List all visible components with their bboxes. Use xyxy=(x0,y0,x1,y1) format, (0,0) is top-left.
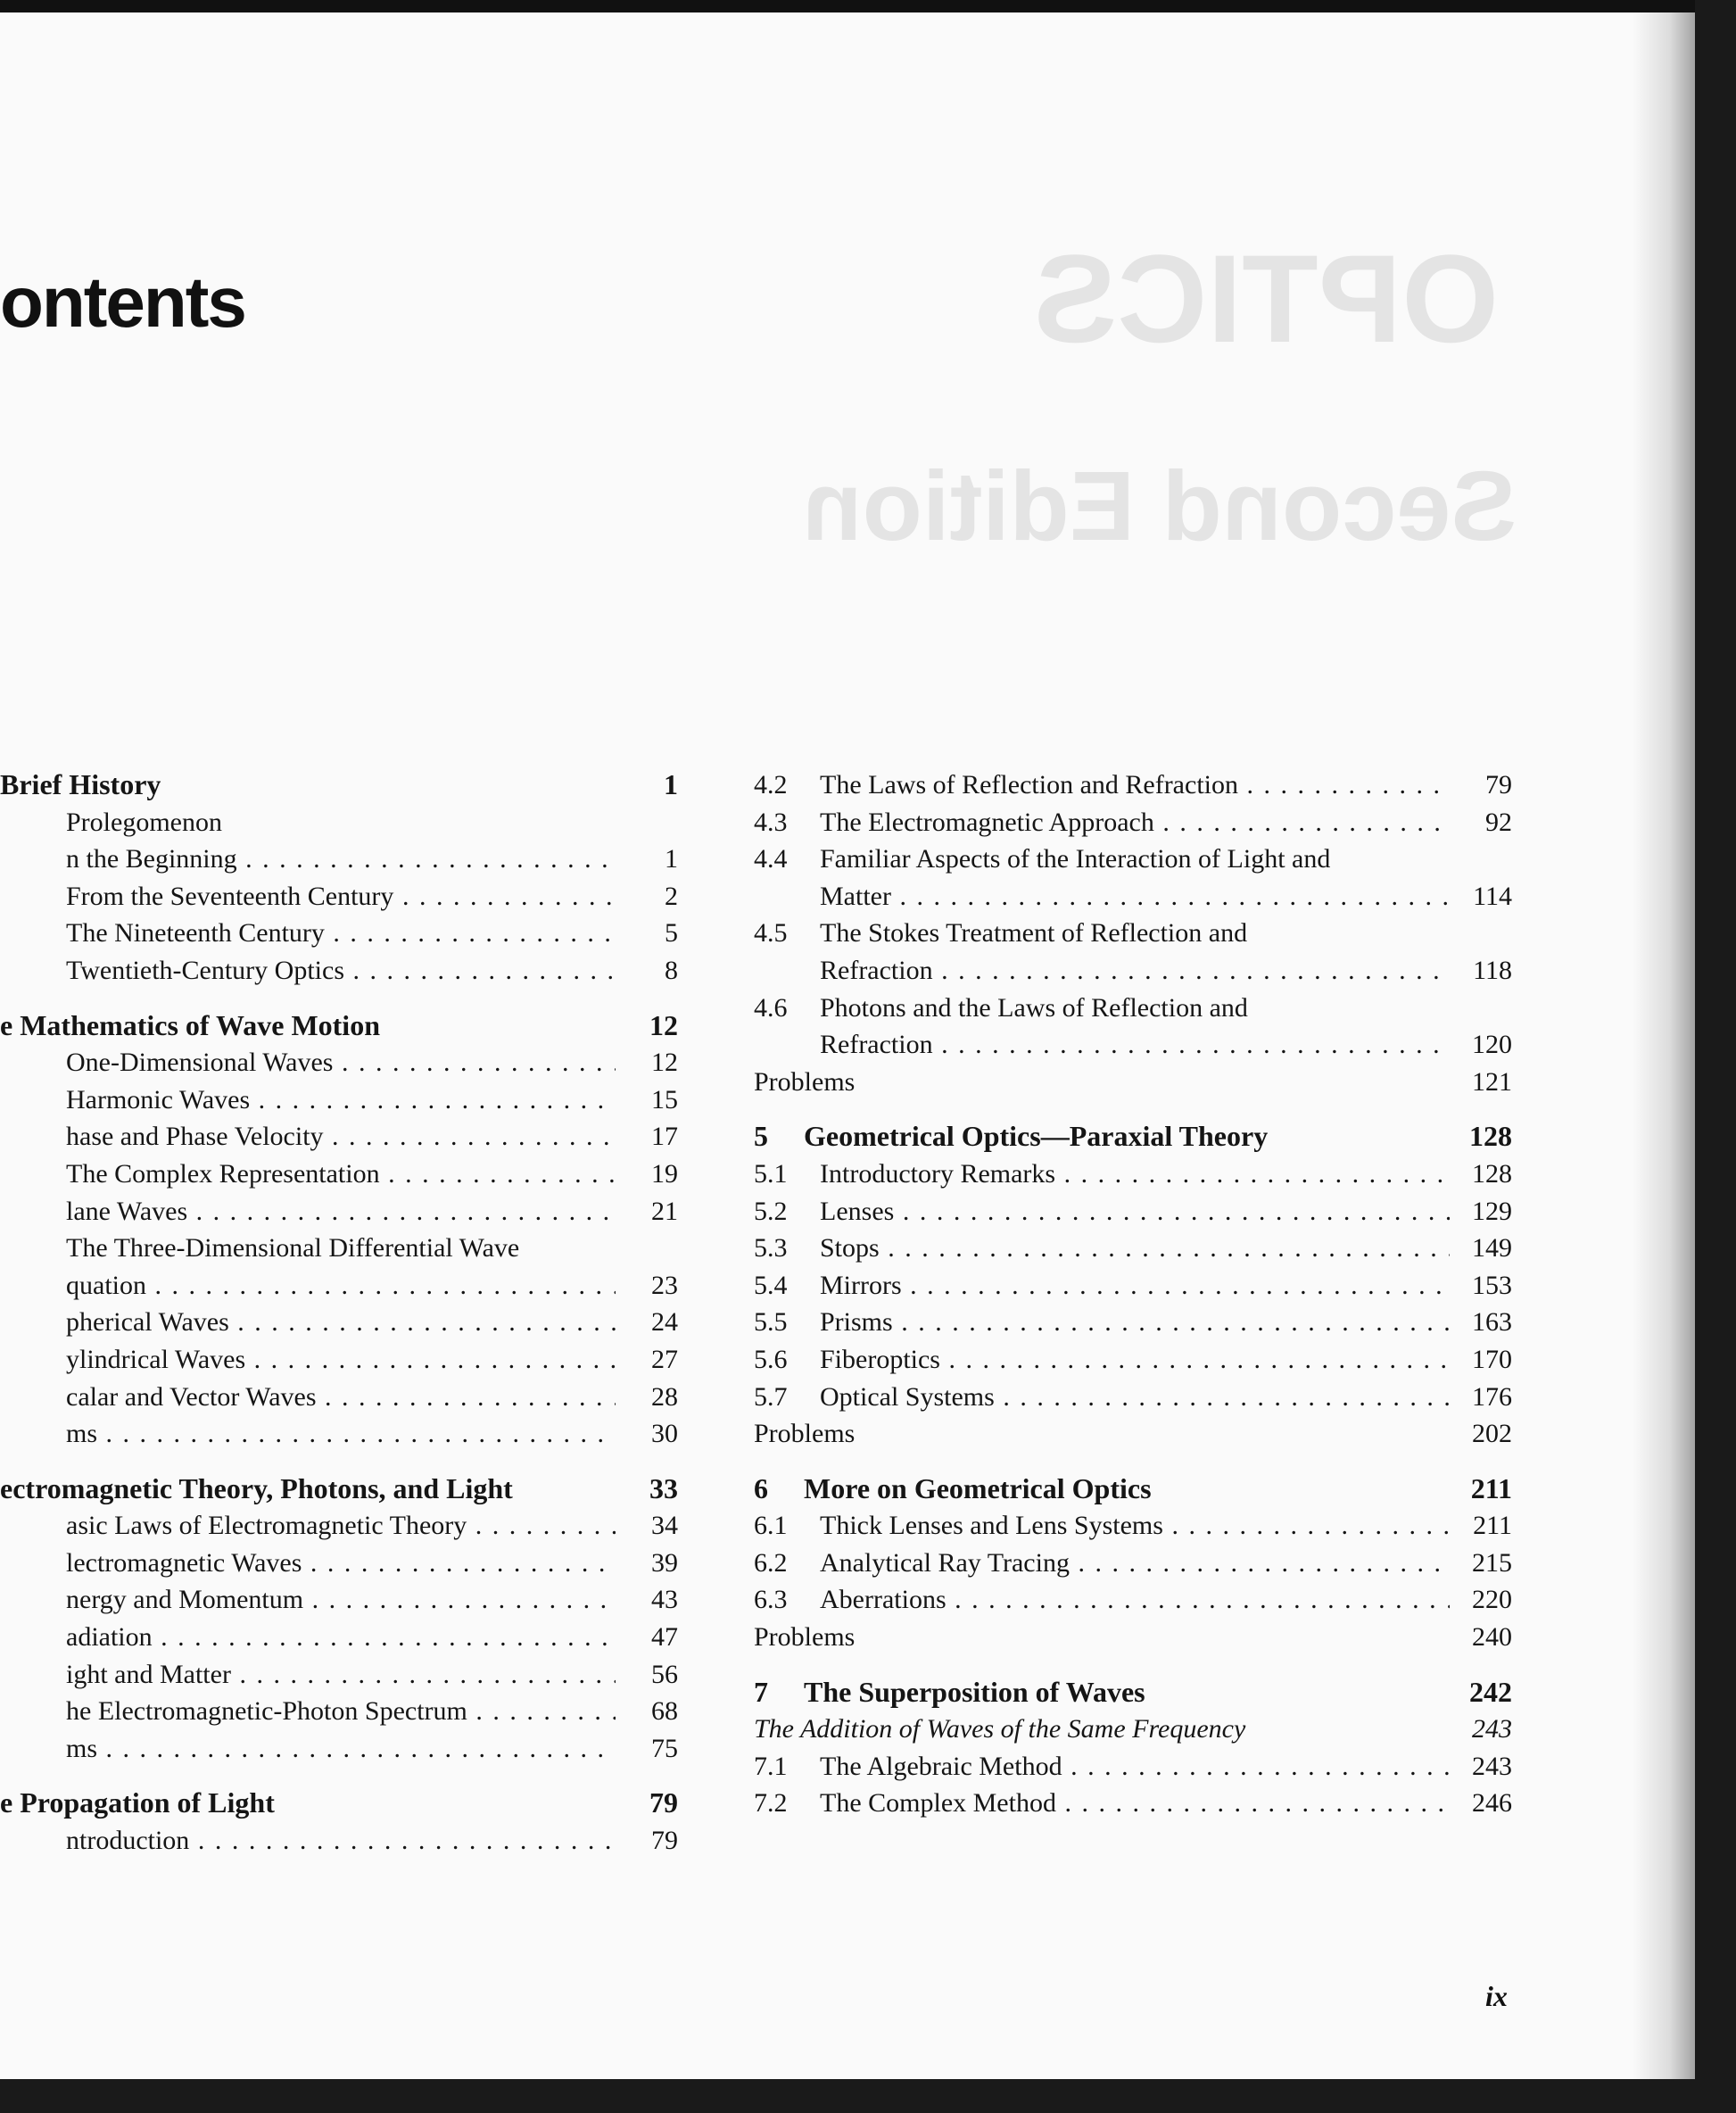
leader-dots xyxy=(880,1233,1450,1263)
toc-entry-title xyxy=(66,1193,616,1231)
leader-dots xyxy=(333,1048,616,1077)
page-number: ix xyxy=(1485,1980,1508,2012)
toc-entry-number: 4.6 xyxy=(754,992,788,1023)
toc-entry-page: 129 xyxy=(1472,1196,1512,1226)
toc-chapter-entry[interactable] xyxy=(754,1674,1512,1711)
toc-entry-title xyxy=(820,1026,1450,1064)
toc-section-entry[interactable] xyxy=(754,952,1512,990)
leader-dots xyxy=(97,1734,616,1763)
leader-dots xyxy=(237,844,616,874)
leader-dots xyxy=(393,882,616,911)
toc-entry-title-text: hase and Phase Velocity xyxy=(66,1122,324,1152)
leader-dots xyxy=(380,1159,616,1189)
toc-entry-page: 176 xyxy=(1472,1381,1512,1412)
toc-entry-title xyxy=(820,1193,1450,1231)
toc-chapter-entry[interactable] xyxy=(0,1785,678,1822)
toc-entry-title xyxy=(0,1471,616,1508)
toc-entry-page: 114 xyxy=(1473,881,1512,911)
leader-dots xyxy=(1062,1752,1450,1781)
toc-section-entry[interactable] xyxy=(0,1044,678,1081)
toc-entry-title xyxy=(66,1730,616,1768)
toc-section-entry[interactable] xyxy=(754,1785,1512,1822)
leader-dots xyxy=(189,1826,616,1855)
toc-entry-title-text: Problems xyxy=(754,1066,856,1097)
toc-entry-title-text: The Electromagnetic Approach xyxy=(820,807,1154,837)
toc-entry-title xyxy=(820,1156,1450,1193)
toc-entry-title xyxy=(66,915,616,952)
toc-entry-number: 5.4 xyxy=(754,1270,788,1300)
toc-entry-title xyxy=(820,952,1450,990)
leader-dots xyxy=(1238,770,1450,800)
toc-entry-title-text: lectromagnetic Waves xyxy=(66,1547,302,1578)
toc-entry-number: 4.2 xyxy=(754,770,788,800)
leader-dots xyxy=(1070,1548,1450,1578)
toc-entry-number: 5 xyxy=(754,1120,768,1153)
toc-entry-title xyxy=(820,1267,1450,1305)
toc-entry-title xyxy=(66,1304,616,1341)
toc-entry-number: 4.3 xyxy=(754,807,788,837)
toc-entry-title-text: Geometrical Optics—Paraxial Theory xyxy=(804,1120,1269,1153)
toc-entry-title-text: Analytical Ray Tracing xyxy=(820,1547,1070,1578)
toc-chapter-entry[interactable] xyxy=(0,1007,678,1045)
toc-section-entry[interactable] xyxy=(754,1545,1512,1582)
toc-entry-title xyxy=(820,1341,1450,1379)
toc-entry-page: 12 xyxy=(649,1008,678,1041)
toc-section-entry[interactable] xyxy=(754,1267,1512,1305)
toc-entry-title xyxy=(0,1785,616,1822)
leader-dots xyxy=(894,1197,1450,1226)
toc-entry-title xyxy=(754,1415,1450,1453)
toc-entry-page: 27 xyxy=(651,1344,678,1374)
toc-entry-title-text: e Mathematics of Wave Motion xyxy=(0,1008,380,1041)
toc-entry-title xyxy=(820,1581,1450,1619)
leader-dots xyxy=(1154,808,1450,837)
leader-dots xyxy=(250,1085,616,1115)
toc-entry-title xyxy=(66,1545,616,1582)
toc-entry-page: 8 xyxy=(665,955,678,985)
toc-entry-page: 47 xyxy=(651,1622,678,1653)
toc-entry-title-text: Photons and the Laws of Reflection and xyxy=(820,992,1248,1023)
toc-section-entry[interactable] xyxy=(0,1507,678,1545)
toc-entry-title xyxy=(0,766,616,804)
toc-section-entry[interactable] xyxy=(0,804,678,841)
toc-entry-page: 118 xyxy=(1473,955,1512,985)
toc-section-entry[interactable] xyxy=(754,766,1512,804)
toc-entry-title-text: The Algebraic Method xyxy=(820,1751,1062,1781)
toc-entry-title-text: Prisms xyxy=(820,1307,893,1338)
toc-entry-page: 220 xyxy=(1472,1585,1512,1615)
toc-entry-title-text: adiation xyxy=(66,1622,153,1653)
toc-entry-number: 4.5 xyxy=(754,918,788,949)
toc-entry-number: 6.2 xyxy=(754,1547,788,1578)
chapter-gap xyxy=(754,1656,1512,1674)
toc-entry-title xyxy=(820,1507,1450,1545)
toc-entry-title-text: calar and Vector Waves xyxy=(66,1381,317,1412)
leader-dots xyxy=(325,918,616,948)
toc-section-entry[interactable] xyxy=(754,1064,1512,1101)
chapter-gap xyxy=(0,1453,678,1471)
toc-entry-title-text: The Complex Method xyxy=(820,1788,1056,1819)
toc-entry-title xyxy=(820,1785,1450,1822)
toc-entry-title-text: nergy and Momentum xyxy=(66,1585,304,1615)
toc-entry-title xyxy=(804,1118,1450,1156)
leader-dots xyxy=(231,1660,616,1689)
toc-entry-number: 5.1 xyxy=(754,1158,788,1189)
toc-entry-number: 5.7 xyxy=(754,1381,788,1412)
toc-entry-title-text: Thick Lenses and Lens Systems xyxy=(820,1511,1163,1541)
toc-entry-title-text: The Stokes Treatment of Reflection and xyxy=(820,918,1248,949)
toc-section-entry[interactable] xyxy=(754,1415,1512,1453)
toc-section-entry[interactable] xyxy=(0,1822,678,1860)
toc-entry-number: 5.3 xyxy=(754,1233,788,1264)
toc-chapter-entry[interactable] xyxy=(0,1471,678,1508)
toc-entry-page: 79 xyxy=(1485,770,1512,800)
toc-section-entry[interactable] xyxy=(0,1415,678,1453)
toc-entry-title xyxy=(820,990,1450,1027)
toc-entry-title xyxy=(66,1415,616,1453)
toc-entry-page: 2 xyxy=(665,881,678,911)
toc-entry-number: 7.1 xyxy=(754,1751,788,1781)
toc-entry-title-text: The Three-Dimensional Differential Wave xyxy=(66,1233,520,1264)
toc-section-entry[interactable] xyxy=(754,1379,1512,1416)
toc-entry-page: 211 xyxy=(1470,1471,1512,1504)
toc-entry-page: 243 xyxy=(1472,1751,1512,1781)
toc-entry-title-text: The Complex Representation xyxy=(66,1158,380,1189)
toc-section-entry[interactable] xyxy=(0,1730,678,1768)
toc-entry-title-text: Lenses xyxy=(820,1196,895,1226)
toc-section-entry[interactable] xyxy=(0,1304,678,1341)
toc-entry-page: 34 xyxy=(651,1511,678,1541)
toc-section-entry[interactable] xyxy=(754,1156,1512,1193)
toc-entry-page: 15 xyxy=(651,1084,678,1115)
toc-entry-page: 149 xyxy=(1472,1233,1512,1264)
toc-entry-title xyxy=(66,1341,616,1379)
toc-entry-number: 5.5 xyxy=(754,1307,788,1338)
leader-dots xyxy=(933,956,1450,985)
toc-entry-title xyxy=(66,878,616,916)
toc-section-entry[interactable] xyxy=(754,1748,1512,1786)
toc-section-entry[interactable] xyxy=(754,1341,1512,1379)
toc-entry-number: 6.1 xyxy=(754,1511,788,1541)
toc-entry-title-text: quation xyxy=(66,1270,146,1300)
toc-section-entry[interactable] xyxy=(0,1267,678,1305)
leader-dots xyxy=(1055,1159,1450,1189)
toc-left-list xyxy=(0,766,678,1860)
toc-section-entry[interactable] xyxy=(0,1581,678,1619)
toc-entry-title-text: ight and Matter xyxy=(66,1659,231,1689)
toc-section-entry[interactable] xyxy=(0,1341,678,1379)
leader-dots xyxy=(245,1345,616,1374)
toc-entry-number: 7 xyxy=(754,1675,768,1708)
toc-section-entry[interactable] xyxy=(754,1193,1512,1231)
leader-dots xyxy=(467,1511,616,1540)
leader-dots xyxy=(229,1307,616,1337)
toc-entry-page: 56 xyxy=(651,1659,678,1689)
toc-entry-title xyxy=(754,1064,1450,1101)
leader-dots xyxy=(146,1271,616,1300)
toc-entry-title xyxy=(66,1619,616,1656)
toc-entry-page: 75 xyxy=(651,1733,678,1763)
chapter-gap xyxy=(754,1100,1512,1118)
toc-right-column xyxy=(754,766,1512,1822)
toc-left-column xyxy=(0,766,678,1860)
toc-entry-title-text: Prolegomenon xyxy=(66,807,222,837)
toc-entry-page: 121 xyxy=(1472,1066,1512,1097)
leader-dots xyxy=(947,1585,1450,1614)
toc-entry-page: 23 xyxy=(651,1270,678,1300)
toc-entry-title xyxy=(820,1230,1450,1267)
toc-entry-title-text: Optical Systems xyxy=(820,1381,995,1412)
toc-entry-title xyxy=(66,1156,616,1193)
leader-dots xyxy=(902,1271,1450,1300)
toc-entry-title-text: asic Laws of Electromagnetic Theory xyxy=(66,1511,467,1541)
toc-entry-title-text: The Addition of Waves of the Same Frequency xyxy=(754,1714,1246,1744)
leader-dots xyxy=(1056,1788,1450,1818)
toc-entry-number: 6 xyxy=(754,1471,768,1504)
toc-entry-title-text: Refraction xyxy=(820,955,933,985)
toc-section-entry[interactable] xyxy=(754,878,1512,916)
toc-entry-title-text: ms xyxy=(66,1733,98,1763)
toc-entry-title-text: ectromagnetic Theory, Photons, and Light xyxy=(0,1471,513,1504)
toc-entry-page: 202 xyxy=(1472,1419,1512,1449)
ghost-subtitle: Second Edition xyxy=(802,452,1517,561)
toc-entry-title-text: e Propagation of Light xyxy=(0,1786,275,1819)
toc-section-entry[interactable] xyxy=(0,1379,678,1416)
toc-entry-title xyxy=(0,1007,616,1045)
toc-entry-title xyxy=(66,1081,616,1119)
toc-entry-page: 120 xyxy=(1472,1030,1512,1060)
leader-dots xyxy=(1163,1511,1450,1540)
toc-entry-title xyxy=(820,766,1450,804)
toc-entry-title-text: ntroduction xyxy=(66,1826,190,1856)
toc-entry-page: 5 xyxy=(665,918,678,949)
toc-entry-title-text: pherical Waves xyxy=(66,1307,229,1338)
toc-entry-title xyxy=(66,1507,616,1545)
toc-entry-title xyxy=(66,1379,616,1416)
toc-section-entry[interactable] xyxy=(754,1619,1512,1656)
toc-entry-title xyxy=(820,878,1450,916)
toc-entry-title xyxy=(66,804,616,841)
leader-dots xyxy=(303,1585,616,1614)
toc-entry-title-text: One-Dimensional Waves xyxy=(66,1048,334,1078)
toc-entry-title-text: Refraction xyxy=(820,1030,933,1060)
leader-dots xyxy=(995,1382,1450,1412)
leader-dots xyxy=(187,1197,616,1226)
toc-entry-title xyxy=(66,1044,616,1081)
toc-section-entry[interactable] xyxy=(0,1545,678,1582)
chapter-gap xyxy=(0,990,678,1007)
toc-entry-title xyxy=(754,1711,1450,1748)
toc-section-entry[interactable] xyxy=(754,841,1512,878)
toc-entry-title-text: From the Seventeenth Century xyxy=(66,881,394,911)
toc-entry-title-text: Matter xyxy=(820,881,891,911)
toc-entry-page: 163 xyxy=(1472,1307,1512,1338)
toc-entry-number: 4.4 xyxy=(754,844,788,874)
toc-entry-page: 242 xyxy=(1469,1675,1512,1708)
toc-entry-title xyxy=(66,1267,616,1305)
toc-entry-title xyxy=(66,1581,616,1619)
toc-section-entry[interactable] xyxy=(0,1081,678,1119)
toc-entry-number: 7.2 xyxy=(754,1788,788,1819)
toc-entry-title xyxy=(66,1822,616,1860)
toc-entry-title-text: Harmonic Waves xyxy=(66,1084,251,1115)
toc-entry-number: 6.3 xyxy=(754,1585,788,1615)
toc-entry-title-text: The Superposition of Waves xyxy=(804,1675,1145,1708)
toc-entry-page: 68 xyxy=(651,1696,678,1727)
toc-section-entry[interactable] xyxy=(754,1230,1512,1267)
toc-entry-page: 1 xyxy=(665,844,678,874)
toc-entry-page: 240 xyxy=(1472,1622,1512,1653)
toc-section-entry[interactable] xyxy=(754,1507,1512,1545)
toc-entry-number: 5.6 xyxy=(754,1344,788,1374)
leader-dots xyxy=(153,1622,616,1652)
toc-entry-title xyxy=(820,1304,1450,1341)
toc-entry-title xyxy=(820,915,1450,952)
toc-entry-title-text: Introductory Remarks xyxy=(820,1158,1056,1189)
toc-section-entry[interactable] xyxy=(754,1026,1512,1064)
toc-entry-page: 128 xyxy=(1469,1120,1512,1153)
leader-dots xyxy=(97,1419,616,1448)
toc-section-entry[interactable] xyxy=(0,1693,678,1730)
toc-entry-title xyxy=(66,952,616,990)
leader-dots xyxy=(891,882,1450,911)
toc-section-entry[interactable] xyxy=(0,1118,678,1156)
toc-entry-title-text: Problems xyxy=(754,1419,856,1449)
toc-entry-page: 1 xyxy=(664,768,678,800)
ghost-title: OPTICS xyxy=(1033,228,1499,369)
toc-entry-page: 39 xyxy=(651,1547,678,1578)
toc-section-entry[interactable] xyxy=(754,1711,1512,1748)
leader-dots xyxy=(344,956,616,985)
leader-dots xyxy=(933,1030,1450,1059)
toc-entry-title xyxy=(66,1693,616,1730)
toc-entry-number: 5.2 xyxy=(754,1196,788,1226)
toc-entry-page: 170 xyxy=(1472,1344,1512,1374)
toc-entry-page: 246 xyxy=(1472,1788,1512,1819)
toc-entry-title xyxy=(66,1656,616,1694)
toc-section-entry[interactable] xyxy=(754,804,1512,841)
toc-entry-title xyxy=(66,1118,616,1156)
toc-section-entry[interactable] xyxy=(754,1581,1512,1619)
toc-section-entry[interactable] xyxy=(0,952,678,990)
toc-entry-title-text: Stops xyxy=(820,1233,880,1264)
toc-entry-page: 19 xyxy=(651,1158,678,1189)
toc-entry-title xyxy=(820,1748,1450,1786)
toc-entry-page: 21 xyxy=(651,1196,678,1226)
toc-section-entry[interactable] xyxy=(754,990,1512,1027)
toc-entry-title xyxy=(820,1545,1450,1582)
toc-entry-title xyxy=(820,1379,1450,1416)
toc-entry-title-text: Brief History xyxy=(0,768,161,800)
toc-entry-page: 12 xyxy=(651,1048,678,1078)
toc-entry-page: 92 xyxy=(1485,807,1512,837)
toc-entry-title-text: Fiberoptics xyxy=(820,1344,940,1374)
toc-entry-page: 30 xyxy=(651,1419,678,1449)
toc-entry-title xyxy=(66,841,616,878)
leader-dots xyxy=(317,1382,616,1412)
toc-entry-title-text: Mirrors xyxy=(820,1270,902,1300)
toc-entry-title-text: More on Geometrical Optics xyxy=(804,1471,1152,1504)
toc-entry-page: 33 xyxy=(649,1471,678,1504)
toc-section-entry[interactable] xyxy=(0,1656,678,1694)
toc-entry-title-text: ms xyxy=(66,1419,98,1449)
toc-chapter-entry[interactable] xyxy=(754,1471,1512,1508)
leader-dots xyxy=(324,1122,616,1151)
toc-entry-title-text: lane Waves xyxy=(66,1196,188,1226)
toc-entry-title-text: he Electromagnetic-Photon Spectrum xyxy=(66,1696,467,1727)
spine-shadow xyxy=(1633,12,1695,2079)
toc-chapter-entry[interactable] xyxy=(754,1118,1512,1156)
toc-entry-title-text: The Laws of Reflection and Refraction xyxy=(820,770,1238,800)
toc-entry-title-text: Problems xyxy=(754,1622,856,1653)
toc-entry-page: 215 xyxy=(1472,1547,1512,1578)
chapter-gap xyxy=(754,1453,1512,1471)
toc-entry-title xyxy=(754,1619,1450,1656)
toc-entry-title-text: ylindrical Waves xyxy=(66,1344,246,1374)
toc-section-entry[interactable] xyxy=(0,878,678,916)
toc-entry-title xyxy=(804,1471,1450,1508)
toc-entry-page: 43 xyxy=(651,1585,678,1615)
toc-entry-page: 211 xyxy=(1473,1511,1512,1541)
toc-entry-page: 28 xyxy=(651,1381,678,1412)
toc-entry-page: 24 xyxy=(651,1307,678,1338)
leader-dots xyxy=(940,1345,1450,1374)
leader-dots xyxy=(302,1548,616,1578)
toc-entry-title-text: The Nineteenth Century xyxy=(66,918,325,949)
chapter-gap xyxy=(0,1767,678,1785)
toc-right-list xyxy=(754,766,1512,1822)
toc-chapter-entry[interactable] xyxy=(0,766,678,804)
toc-section-entry[interactable] xyxy=(754,1304,1512,1341)
toc-entry-title xyxy=(820,804,1450,841)
toc-section-entry[interactable] xyxy=(0,915,678,952)
toc-section-entry[interactable] xyxy=(0,1156,678,1193)
toc-entry-page: 79 xyxy=(651,1826,678,1856)
toc-entry-title-text: n the Beginning xyxy=(66,844,237,874)
toc-entry-title-text: Aberrations xyxy=(820,1585,947,1615)
toc-section-entry[interactable] xyxy=(0,1619,678,1656)
toc-entry-page: 17 xyxy=(651,1122,678,1152)
toc-entry-title xyxy=(804,1674,1450,1711)
toc-entry-title-text: Familiar Aspects of the Interaction of Light and xyxy=(820,844,1331,874)
leader-dots xyxy=(467,1696,616,1726)
toc-section-entry[interactable] xyxy=(754,915,1512,952)
toc-entry-page: 243 xyxy=(1472,1714,1512,1744)
leader-dots xyxy=(893,1307,1450,1337)
page-title: ontents xyxy=(0,262,245,342)
toc-entry-page: 79 xyxy=(649,1786,678,1819)
toc-entry-page: 153 xyxy=(1472,1270,1512,1300)
toc-section-entry[interactable] xyxy=(0,841,678,878)
toc-section-entry[interactable] xyxy=(0,1230,678,1267)
toc-section-entry[interactable] xyxy=(0,1193,678,1231)
toc-entry-page: 128 xyxy=(1472,1158,1512,1189)
toc-entry-title xyxy=(820,841,1450,878)
toc-entry-title-text: Twentieth-Century Optics xyxy=(66,955,344,985)
toc-entry-title xyxy=(66,1230,616,1267)
